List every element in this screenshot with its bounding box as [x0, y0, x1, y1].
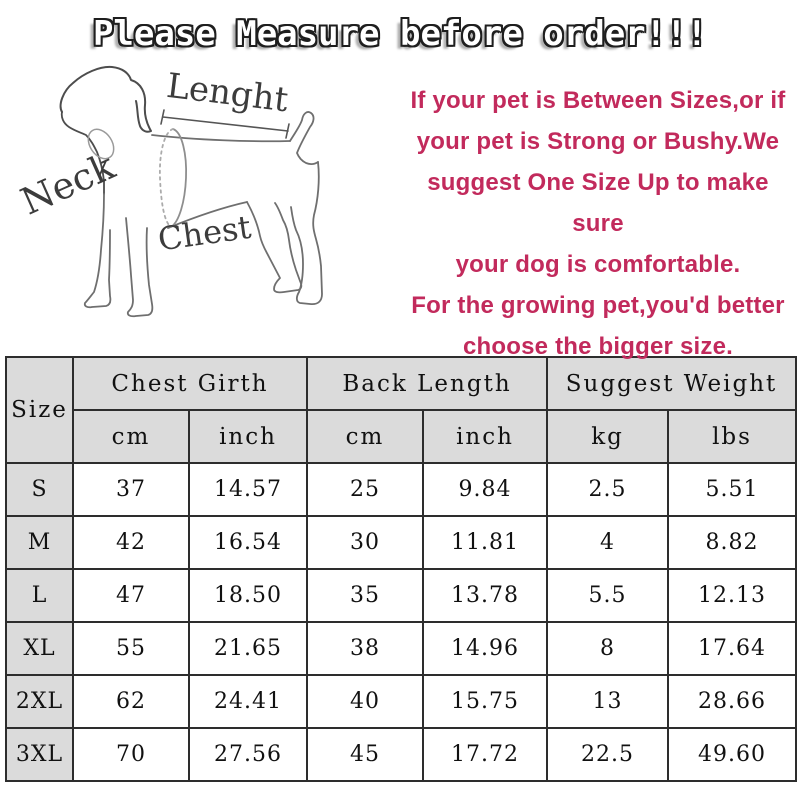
cell: 18.50 [189, 569, 307, 622]
notice-line: your dog is comfortable. [455, 251, 741, 278]
table-row [6, 728, 796, 781]
cell: 11.81 [423, 516, 547, 569]
size-chart-table [5, 356, 797, 782]
neck-label: Neck [14, 144, 121, 224]
size-value: S [6, 463, 73, 516]
unit-back-cm: cm [307, 410, 423, 463]
dog-outline-drawing [0, 60, 400, 352]
chest-ring-solid [171, 129, 186, 227]
cell: 9.84 [423, 463, 547, 516]
cell: 2.5 [547, 463, 668, 516]
cell: 27.56 [189, 728, 307, 781]
header-chest-girth: Chest Girth [73, 357, 307, 410]
cell: 62 [73, 675, 189, 728]
cell: 47 [73, 569, 189, 622]
cell: 8.82 [668, 516, 796, 569]
cell: 25 [307, 463, 423, 516]
cell: 14.96 [423, 622, 547, 675]
notice-line: choose the bigger size. [463, 333, 733, 360]
cell: 28.66 [668, 675, 796, 728]
cell: 30 [307, 516, 423, 569]
cell: 16.54 [189, 516, 307, 569]
size-value: M [6, 516, 73, 569]
unit-chest-cm: cm [73, 410, 189, 463]
dog-measurement-diagram [0, 60, 400, 352]
unit-weight-kg: kg [547, 410, 668, 463]
cell: 70 [73, 728, 189, 781]
page-title: Please Measure before order!!! [92, 14, 708, 54]
table-header-units [6, 410, 796, 463]
unit-weight-lbs: lbs [668, 410, 796, 463]
sizing-notice [400, 60, 800, 360]
header-size: Size [6, 357, 73, 463]
cell: 38 [307, 622, 423, 675]
dog-back-line [152, 135, 290, 141]
cell: 37 [73, 463, 189, 516]
chest-ring-dotted [160, 129, 173, 227]
cell: 55 [73, 622, 189, 675]
table-row [6, 463, 796, 516]
cell: 35 [307, 569, 423, 622]
cell: 13.78 [423, 569, 547, 622]
top-section [0, 60, 800, 360]
cell: 24.41 [189, 675, 307, 728]
cell: 17.72 [423, 728, 547, 781]
header-suggest-weight: Suggest Weight [547, 357, 796, 410]
dog-front-leg [85, 194, 111, 307]
size-value: 2XL [6, 675, 73, 728]
notice-line: If your pet is Between Sizes,or if [410, 87, 786, 114]
cell: 45 [307, 728, 423, 781]
notice-line: suggest One Size Up to make sure [427, 169, 769, 237]
table-row [6, 622, 796, 675]
dog-head-outline [61, 67, 151, 132]
length-label: Lenght [164, 65, 291, 121]
cell: 40 [307, 675, 423, 728]
cell: 14.57 [189, 463, 307, 516]
notice-line: For the growing pet,you'd better [411, 292, 785, 319]
cell: 5.51 [668, 463, 796, 516]
cell: 21.65 [189, 622, 307, 675]
dog-front-leg-far [126, 218, 152, 316]
cell: 8 [547, 622, 668, 675]
cell: 5.5 [547, 569, 668, 622]
dog-tail [290, 112, 318, 164]
size-value: XL [6, 622, 73, 675]
chest-label: Chest [155, 207, 254, 259]
cell: 12.13 [668, 569, 796, 622]
cell: 13 [547, 675, 668, 728]
table-row [6, 675, 796, 728]
notice-line: your pet is Strong or Bushy.We [416, 128, 780, 155]
table-row [6, 516, 796, 569]
cell: 15.75 [423, 675, 547, 728]
cell: 49.60 [668, 728, 796, 781]
unit-back-inch: inch [423, 410, 547, 463]
cell: 22.5 [547, 728, 668, 781]
table-row [6, 569, 796, 622]
cell: 42 [73, 516, 189, 569]
size-value: L [6, 569, 73, 622]
cell: 17.64 [668, 622, 796, 675]
header-back-length: Back Length [307, 357, 547, 410]
dog-rear-leg [291, 162, 322, 304]
size-value: 3XL [6, 728, 73, 781]
unit-chest-inch: inch [189, 410, 307, 463]
cell: 4 [547, 516, 668, 569]
